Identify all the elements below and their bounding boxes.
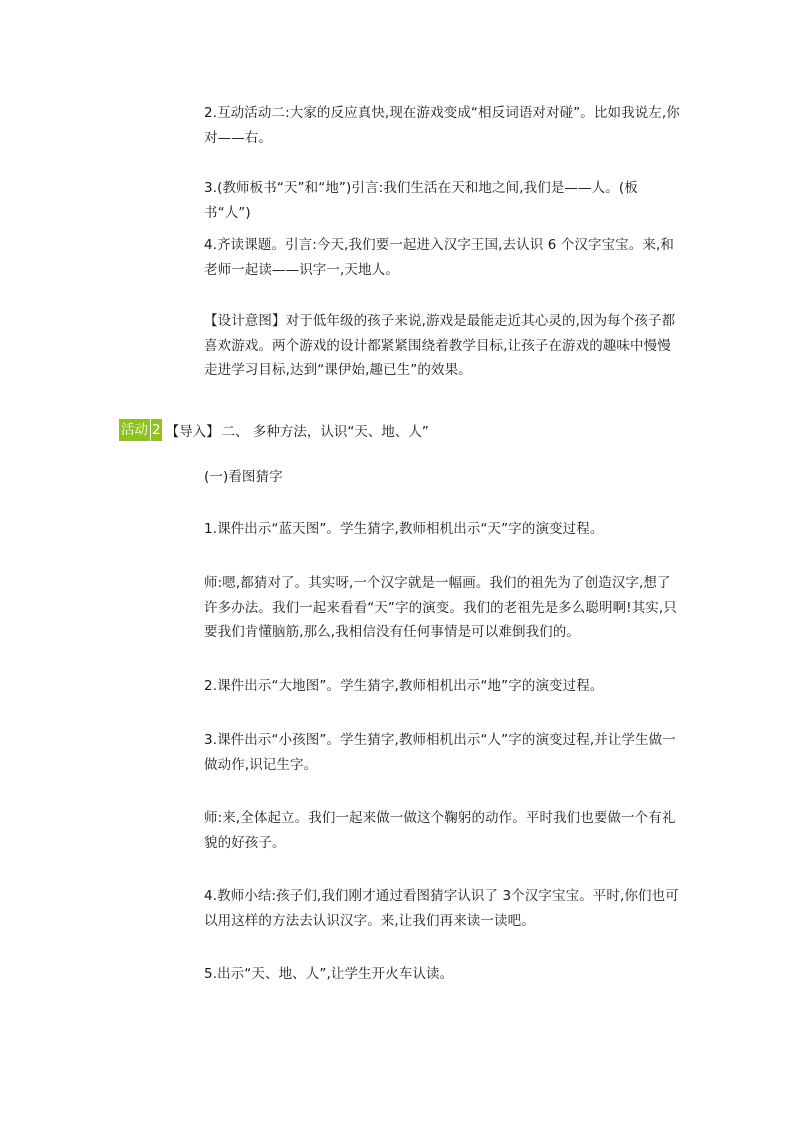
paragraph-design-intent: 【设计意图】对于低年级的孩子来说,游戏是最能走近其心灵的,因为每个孩子都喜欢游戏。两个游戏的设计都紧紧围绕着教学目标,让孩子在游戏的趣味中慢慢走进学习目标,达到“课伊始,趣已生”的效果。 (204, 313, 676, 378)
paragraph-interactive-activity-2: 2.互动活动二:大家的反应真快,现在游戏变成“相反词语对对碰”。比如我说左,你对——右。 (204, 105, 680, 146)
activity-tag: 【导入】 (165, 424, 220, 440)
paragraph-teacher-stand-up: 师:来,全体起立。我们一起来做一做这个鞠躬的动作。平时我们也要做一个有礼貌的好孩子。 (204, 810, 676, 851)
paragraph-child-picture: 3.课件出示“小孩图”。学生猜字,教师相机出示“人”字的演变过程,并让学生做一做动作,识记生字。 (204, 732, 676, 773)
paragraph-teacher-board-writing: 3.(教师板书“天”和“地”)引言:我们生活在天和地之间,我们是——人。(板书“人”) (204, 180, 638, 221)
activity-heading: 二、 多种方法，认识“天、地、人” (221, 424, 429, 440)
subsection-heading: (一)看图猜字 (204, 469, 283, 485)
activity-badge-label: 活动 (119, 419, 150, 441)
paragraph-read-characters: 5.出示“天、地、人”,让学生开火车认读。 (204, 966, 454, 982)
activity-heading-row (119, 419, 429, 441)
paragraph-teacher-summary: 4.教师小结:孩子们,我们刚才通过看图猜字认识了 3个汉字宝宝。平时,你们也可以用这样的方法去认识汉字。来,让我们再来读一读吧。 (204, 888, 679, 929)
paragraph-read-title: 4.齐读课题。引言:今天,我们要一起进入汉字王国,去认识 6 个汉字宝宝。来,和老师一起读——识字一,天地人。 (204, 237, 674, 278)
activity-badge-number: 2 (151, 419, 162, 441)
paragraph-teacher-remark-evolution: 师:嗯,都猜对了。其实呀,一个汉字就是一幅画。我们的祖先为了创造汉字,想了许多办法。我们一起来看看“天”字的演变。我们的老祖先是多么聪明啊!其实,只要我们肯懂脑筋,那么,我相信没有任何事情是可以难倒我们的。 (204, 575, 677, 640)
paragraph-earth-picture: 2.课件出示“大地图”。学生猜字,教师相机出示“地”字的演变过程。 (204, 678, 604, 694)
paragraph-sky-picture: 1.课件出示“蓝天图”。学生猜字,教师相机出示“天”字的演变过程。 (204, 521, 604, 537)
